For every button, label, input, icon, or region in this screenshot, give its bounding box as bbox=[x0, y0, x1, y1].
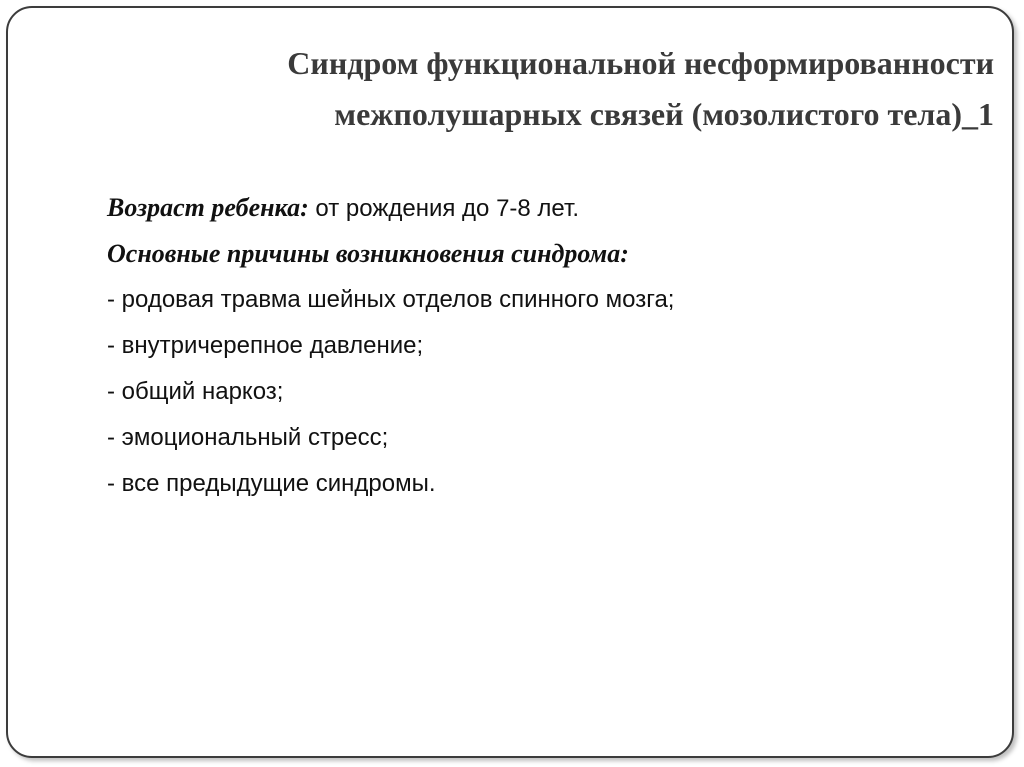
causes-heading-line bbox=[107, 231, 927, 277]
age-value: от рождения до 7-8 лет. bbox=[308, 195, 579, 222]
causes-label: Основные причины возникновения синдрома: bbox=[107, 239, 629, 268]
age-label: Возраст ребенка: bbox=[107, 193, 309, 222]
cause-item: - общий наркоз; bbox=[107, 378, 284, 405]
slide-body bbox=[107, 185, 927, 507]
age-line bbox=[107, 185, 927, 231]
cause-item: - все предыдущие синдромы. bbox=[107, 470, 436, 497]
cause-item: - эмоциональный стресс; bbox=[107, 424, 389, 451]
title-line-1: Синдром функциональной несформированности bbox=[287, 45, 994, 81]
cause-item: - родовая травма шейных отделов спинного мозга; bbox=[107, 286, 675, 313]
slide-title bbox=[94, 38, 994, 140]
title-line-2: межполушарных связей (мозолистого тела)_1 bbox=[334, 96, 994, 132]
cause-item: - внутричерепное давление; bbox=[107, 332, 424, 359]
